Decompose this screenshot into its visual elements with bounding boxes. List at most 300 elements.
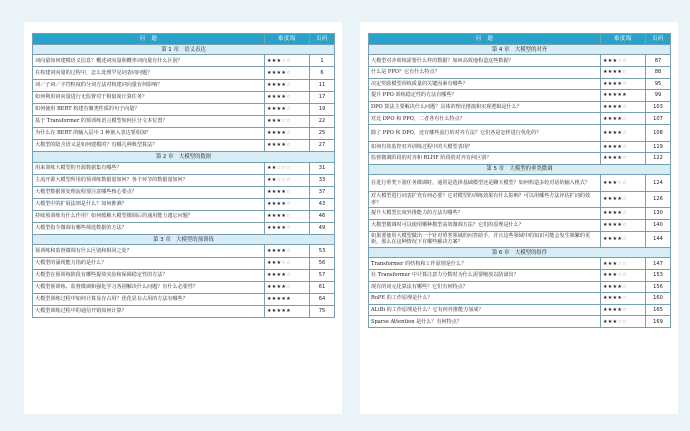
page-number: 147 xyxy=(646,258,671,270)
question-text: 大模型对齐训练需要什么样的数据？如何高效地构造这些数据？ xyxy=(369,55,601,67)
page-number: 103 xyxy=(646,101,671,113)
star-empty-icon: ☆ xyxy=(286,259,291,266)
star-empty-icon: ☆ xyxy=(622,222,627,229)
question-row xyxy=(369,101,671,113)
chapter-row xyxy=(33,235,335,245)
question-row xyxy=(369,90,671,102)
star-filled-icon: ★ xyxy=(607,283,613,290)
star-empty-icon: ☆ xyxy=(622,115,627,122)
star-filled-icon: ★ xyxy=(271,164,277,171)
star-empty-icon: ☆ xyxy=(276,164,282,171)
star-empty-icon: ☆ xyxy=(281,118,287,125)
difficulty-stars xyxy=(265,174,310,186)
star-empty-icon: ☆ xyxy=(286,69,291,76)
star-filled-icon: ★ xyxy=(271,57,277,64)
star-filled-icon: ★ xyxy=(281,247,287,254)
header-question: 问 题 xyxy=(369,34,601,45)
question-row xyxy=(33,115,335,127)
question-row xyxy=(33,210,335,222)
star-empty-icon: ☆ xyxy=(281,259,287,266)
question-row xyxy=(369,124,671,141)
star-filled-icon: ★ xyxy=(281,130,287,137)
star-filled-icon: ★ xyxy=(271,130,277,137)
difficulty-stars xyxy=(265,127,310,139)
star-filled-icon: ★ xyxy=(617,103,623,110)
star-filled-icon: ★ xyxy=(603,318,608,325)
question-text: 大模型在预训练阶段有哪些提效实验和保障稳定性的方法？ xyxy=(33,269,265,281)
page-number: 31 xyxy=(310,162,335,174)
question-text: 决定奖励模型训练质量的关键因素有哪些？ xyxy=(369,78,601,90)
star-empty-icon: ☆ xyxy=(622,283,627,290)
question-text: DPO 算法主要解决什么问题？具体的理论推演和实现逻辑是什么？ xyxy=(369,101,601,113)
difficulty-stars xyxy=(601,113,646,125)
difficulty-stars xyxy=(265,210,310,222)
star-empty-icon: ☆ xyxy=(617,179,623,186)
star-filled-icon: ★ xyxy=(612,272,618,279)
star-filled-icon: ★ xyxy=(267,57,272,64)
star-filled-icon: ★ xyxy=(612,103,618,110)
star-filled-icon: ★ xyxy=(281,69,287,76)
star-empty-icon: ☆ xyxy=(286,106,291,113)
question-text: 提升大模型长度外推能力的方法有哪些？ xyxy=(369,208,601,220)
page-number: 140 xyxy=(646,219,671,231)
star-filled-icon: ★ xyxy=(603,210,608,217)
star-filled-icon: ★ xyxy=(276,213,282,220)
star-filled-icon: ★ xyxy=(607,260,613,267)
star-empty-icon: ☆ xyxy=(286,284,291,291)
page-number: 169 xyxy=(646,316,671,328)
star-filled-icon: ★ xyxy=(281,225,287,232)
chapter-title: 第 1 章 语义表达 xyxy=(33,45,335,55)
page-number: 130 xyxy=(646,208,671,220)
question-row xyxy=(369,66,671,78)
star-filled-icon: ★ xyxy=(607,210,613,217)
star-filled-icon: ★ xyxy=(276,142,282,149)
question-text: 大模型微调时可以使用哪种模型高效微调方法？它们的原理是什么？ xyxy=(369,219,601,231)
star-filled-icon: ★ xyxy=(281,284,287,291)
question-row xyxy=(369,304,671,316)
star-filled-icon: ★ xyxy=(267,225,272,232)
star-filled-icon: ★ xyxy=(276,57,282,64)
star-filled-icon: ★ xyxy=(607,196,613,203)
star-filled-icon: ★ xyxy=(271,69,277,76)
star-filled-icon: ★ xyxy=(607,318,613,325)
star-filled-icon: ★ xyxy=(271,247,277,254)
star-filled-icon: ★ xyxy=(267,247,272,254)
star-filled-icon: ★ xyxy=(607,179,613,186)
difficulty-stars xyxy=(601,219,646,231)
question-text: ALiBi 的工作原理是什么？它有何外推能力加成？ xyxy=(369,304,601,316)
difficulty-stars xyxy=(265,140,310,152)
page-number: 6 xyxy=(310,67,335,79)
star-filled-icon: ★ xyxy=(603,272,608,279)
page-number: 17 xyxy=(310,91,335,103)
header-row xyxy=(369,34,671,45)
star-filled-icon: ★ xyxy=(603,307,608,313)
question-row xyxy=(369,141,671,153)
star-filled-icon: ★ xyxy=(603,196,608,203)
question-text: 预训练和监督微调有什么区别和相同之处？ xyxy=(33,245,265,257)
question-text: 大模型的隐含语义是如何建模的？有哪几种典型算法？ xyxy=(33,140,265,152)
page-number: 1 xyxy=(310,55,335,67)
question-row xyxy=(33,55,335,67)
question-row xyxy=(33,140,335,152)
star-filled-icon: ★ xyxy=(603,129,608,136)
difficulty-stars xyxy=(265,281,310,293)
star-filled-icon: ★ xyxy=(603,260,608,267)
star-filled-icon: ★ xyxy=(276,106,282,113)
question-text: 如何使用 BERT 构建有聚类性质的句子向量？ xyxy=(33,103,265,115)
star-filled-icon: ★ xyxy=(276,296,282,303)
star-filled-icon: ★ xyxy=(267,284,272,291)
star-filled-icon: ★ xyxy=(612,196,618,203)
star-filled-icon: ★ xyxy=(603,283,608,290)
question-row xyxy=(369,153,671,165)
star-filled-icon: ★ xyxy=(612,318,618,325)
star-filled-icon: ★ xyxy=(612,295,618,302)
page-number: 95 xyxy=(646,78,671,90)
difficulty-stars xyxy=(601,124,646,141)
difficulty-stars xyxy=(601,316,646,328)
star-filled-icon: ★ xyxy=(612,179,618,186)
star-empty-icon: ☆ xyxy=(286,94,291,101)
page-number: 99 xyxy=(646,90,671,102)
star-filled-icon: ★ xyxy=(607,92,613,99)
page-number: 144 xyxy=(646,231,671,248)
difficulty-stars xyxy=(601,90,646,102)
star-filled-icon: ★ xyxy=(617,222,623,229)
star-empty-icon: ☆ xyxy=(622,236,627,243)
question-text: 如何利用词向量进行无监督对于相似度计算任务？ xyxy=(33,91,265,103)
star-filled-icon: ★ xyxy=(603,80,608,87)
star-filled-icon: ★ xyxy=(267,94,272,101)
star-filled-icon: ★ xyxy=(267,142,272,149)
star-filled-icon: ★ xyxy=(271,259,277,266)
page-number: 107 xyxy=(646,113,671,125)
difficulty-stars xyxy=(265,257,310,269)
difficulty-stars xyxy=(601,101,646,113)
star-empty-icon: ☆ xyxy=(286,225,291,232)
star-filled-icon: ★ xyxy=(276,259,282,266)
star-empty-icon: ☆ xyxy=(281,164,287,171)
page-number: 126 xyxy=(646,191,671,208)
question-row xyxy=(369,219,671,231)
question-row xyxy=(33,127,335,139)
star-filled-icon: ★ xyxy=(622,92,627,99)
question-text: 大模型预训练、监督微调和强化学习各别解决什么问题？有什么必要性？ xyxy=(33,281,265,293)
question-row xyxy=(369,293,671,305)
star-filled-icon: ★ xyxy=(276,189,282,196)
question-text: 主流开源大模型所用的预训练数据量如何？各个环节的数据量如何？ xyxy=(33,174,265,186)
question-row xyxy=(369,231,671,248)
question-text: 大模型训练过程中如何计算显存占用？优化显存占用的方法有哪些？ xyxy=(33,293,265,305)
toc-table-right xyxy=(368,33,671,328)
star-filled-icon: ★ xyxy=(617,307,623,313)
question-row xyxy=(33,281,335,293)
star-filled-icon: ★ xyxy=(271,142,277,149)
star-filled-icon: ★ xyxy=(271,177,277,184)
header-question: 问 题 xyxy=(33,34,265,45)
star-empty-icon: ☆ xyxy=(622,129,627,136)
star-filled-icon: ★ xyxy=(612,80,618,87)
header-page: 页码 xyxy=(646,34,671,45)
star-filled-icon: ★ xyxy=(286,308,291,315)
star-filled-icon: ★ xyxy=(281,142,287,149)
question-text: 对比 DPO 和 PPO，二者各有什么特点？ xyxy=(369,113,601,125)
question-row xyxy=(369,78,671,90)
star-filled-icon: ★ xyxy=(617,92,623,99)
star-empty-icon: ☆ xyxy=(622,103,627,110)
star-filled-icon: ★ xyxy=(271,284,277,291)
question-text: 在进行垂类下游任务微调时，通常是选择基础模型还是聊天模型？如何构造多轮对话的输入格式？ xyxy=(369,175,601,192)
star-filled-icon: ★ xyxy=(271,308,277,315)
star-filled-icon: ★ xyxy=(607,222,613,229)
star-filled-icon: ★ xyxy=(267,296,272,303)
star-filled-icon: ★ xyxy=(607,57,613,64)
difficulty-stars xyxy=(601,153,646,165)
star-filled-icon: ★ xyxy=(271,213,277,220)
star-filled-icon: ★ xyxy=(276,225,282,232)
page-number: 88 xyxy=(646,66,671,78)
page-number: 33 xyxy=(310,174,335,186)
star-empty-icon: ☆ xyxy=(617,260,623,267)
star-empty-icon: ☆ xyxy=(622,80,627,87)
star-empty-icon: ☆ xyxy=(622,155,627,162)
star-empty-icon: ☆ xyxy=(286,177,291,184)
star-filled-icon: ★ xyxy=(603,236,608,243)
difficulty-stars xyxy=(265,223,310,235)
difficulty-stars xyxy=(265,67,310,79)
difficulty-stars xyxy=(265,91,310,103)
question-row xyxy=(33,186,335,198)
star-filled-icon: ★ xyxy=(607,143,613,150)
star-empty-icon: ☆ xyxy=(276,177,282,184)
difficulty-stars xyxy=(265,305,310,317)
question-text: 监督微调阶段的对齐和 RLHF 阶段的对齐有何区别？ xyxy=(369,153,601,165)
page-number: 61 xyxy=(310,281,335,293)
star-filled-icon: ★ xyxy=(617,80,623,87)
difficulty-stars xyxy=(265,115,310,127)
chapter-row xyxy=(33,152,335,162)
star-empty-icon: ☆ xyxy=(286,81,291,88)
star-filled-icon: ★ xyxy=(271,81,277,88)
chapter-row xyxy=(369,164,671,174)
star-empty-icon: ☆ xyxy=(622,210,627,217)
star-empty-icon: ☆ xyxy=(286,164,291,171)
question-text: 如何有效监控对齐训练过程中的大模型表现？ xyxy=(369,141,601,153)
star-filled-icon: ★ xyxy=(612,260,618,267)
star-filled-icon: ★ xyxy=(603,69,608,76)
difficulty-stars xyxy=(265,79,310,91)
page-number: 124 xyxy=(646,175,671,192)
star-empty-icon: ☆ xyxy=(622,318,627,325)
difficulty-stars xyxy=(601,191,646,208)
star-filled-icon: ★ xyxy=(603,295,608,302)
star-filled-icon: ★ xyxy=(271,189,277,196)
star-filled-icon: ★ xyxy=(612,115,618,122)
question-text: 大模型指令微调有哪些筛选数据的方法？ xyxy=(33,223,265,235)
star-filled-icon: ★ xyxy=(607,80,613,87)
question-row xyxy=(33,174,335,186)
star-filled-icon: ★ xyxy=(276,130,282,137)
star-filled-icon: ★ xyxy=(276,201,282,208)
difficulty-stars xyxy=(601,270,646,282)
star-filled-icon: ★ xyxy=(271,201,277,208)
star-filled-icon: ★ xyxy=(281,296,287,303)
chapter-title: 第 5 章 大模型的垂类微调 xyxy=(369,164,671,174)
chapter-title: 第 3 章 大模型的预训练 xyxy=(33,235,335,245)
star-empty-icon: ☆ xyxy=(622,57,627,64)
page-number: 19 xyxy=(310,103,335,115)
question-text: Sparse Attention 是什么？有何特点？ xyxy=(369,316,601,328)
star-empty-icon: ☆ xyxy=(281,177,287,184)
difficulty-stars xyxy=(601,141,646,153)
star-filled-icon: ★ xyxy=(276,81,282,88)
star-filled-icon: ★ xyxy=(276,284,282,291)
question-text: 现有的词元化算法有哪些？它们有何特点？ xyxy=(369,281,601,293)
page-number: 156 xyxy=(646,281,671,293)
star-filled-icon: ★ xyxy=(276,118,282,125)
star-filled-icon: ★ xyxy=(617,236,623,243)
difficulty-stars xyxy=(601,175,646,192)
page-number: 64 xyxy=(310,293,335,305)
header-row xyxy=(33,34,335,45)
star-filled-icon: ★ xyxy=(607,129,613,136)
question-text: 词向量如何建模语义信息？概述词向量和概率词向量有什么区别？ xyxy=(33,55,265,67)
question-row xyxy=(33,103,335,115)
star-filled-icon: ★ xyxy=(617,143,623,150)
star-empty-icon: ☆ xyxy=(622,196,627,203)
chapter-title: 第 4 章 大模型的对齐 xyxy=(369,45,671,55)
star-filled-icon: ★ xyxy=(617,69,623,76)
difficulty-stars xyxy=(265,245,310,257)
page-number: 11 xyxy=(310,79,335,91)
question-row xyxy=(369,316,671,328)
star-empty-icon: ☆ xyxy=(286,57,291,64)
star-empty-icon: ☆ xyxy=(286,247,291,254)
star-filled-icon: ★ xyxy=(612,92,618,99)
question-row xyxy=(369,281,671,293)
star-filled-icon: ★ xyxy=(276,247,282,254)
star-filled-icon: ★ xyxy=(267,201,272,208)
question-row xyxy=(33,245,335,257)
page-number: 122 xyxy=(646,153,671,165)
star-filled-icon: ★ xyxy=(612,57,618,64)
star-filled-icon: ★ xyxy=(617,210,623,217)
question-text: 如果要使用大模型做出一个针对垂类领域的问答助手，并且这些领域中的知识可能会发生频繁的更新，那么在这种情况下有哪些解决方案？ xyxy=(369,231,601,248)
question-row xyxy=(33,67,335,79)
question-text: 大模型的涌现能力指的是什么？ xyxy=(33,257,265,269)
star-filled-icon: ★ xyxy=(603,115,608,122)
page-number: 53 xyxy=(310,245,335,257)
difficulty-stars xyxy=(265,186,310,198)
header-page: 页码 xyxy=(310,34,335,45)
page-number: 165 xyxy=(646,304,671,316)
chapter-title: 第 6 章 大模型的组件 xyxy=(369,248,671,258)
star-filled-icon: ★ xyxy=(612,222,618,229)
question-text: 用来训练大模型的开源数据集有哪些？ xyxy=(33,162,265,174)
question-row xyxy=(33,305,335,317)
star-filled-icon: ★ xyxy=(276,308,282,315)
difficulty-stars xyxy=(265,293,310,305)
star-empty-icon: ☆ xyxy=(622,143,627,150)
star-filled-icon: ★ xyxy=(612,69,618,76)
question-row xyxy=(369,175,671,192)
page-number: 43 xyxy=(310,198,335,210)
star-filled-icon: ★ xyxy=(267,106,272,113)
chapter-row xyxy=(369,45,671,55)
difficulty-stars xyxy=(601,66,646,78)
difficulty-stars xyxy=(601,293,646,305)
page-number: 75 xyxy=(310,305,335,317)
question-text: RoPE 的工作原理是什么？ xyxy=(369,293,601,305)
star-filled-icon: ★ xyxy=(607,115,613,122)
star-filled-icon: ★ xyxy=(617,129,623,136)
star-empty-icon: ☆ xyxy=(281,57,287,64)
question-row xyxy=(33,257,335,269)
page-number: 37 xyxy=(310,186,335,198)
star-filled-icon: ★ xyxy=(267,130,272,137)
question-text: 基于 Transformer 的预训练语言模型如何区分文本位置？ xyxy=(33,115,265,127)
page-number: 87 xyxy=(646,55,671,67)
question-text: 大模型数据预处理流程要注意哪些核心要点？ xyxy=(33,186,265,198)
star-empty-icon: ☆ xyxy=(622,179,627,186)
star-filled-icon: ★ xyxy=(281,94,287,101)
question-text: 对大模型进行词表扩充有何必要？它对模型的训练效果有什么影响？可以用哪些方法评估扩词的效率？ xyxy=(369,191,601,208)
star-filled-icon: ★ xyxy=(617,155,623,162)
star-empty-icon: ☆ xyxy=(286,213,291,220)
star-filled-icon: ★ xyxy=(607,69,613,76)
star-filled-icon: ★ xyxy=(271,272,277,279)
star-filled-icon: ★ xyxy=(612,155,618,162)
star-filled-icon: ★ xyxy=(617,283,623,290)
header-difficulty: 难度级 xyxy=(601,34,646,45)
star-filled-icon: ★ xyxy=(603,103,608,110)
star-empty-icon: ☆ xyxy=(622,260,627,267)
star-filled-icon: ★ xyxy=(607,155,613,162)
star-filled-icon: ★ xyxy=(612,129,618,136)
star-filled-icon: ★ xyxy=(267,177,272,184)
star-filled-icon: ★ xyxy=(271,296,277,303)
star-filled-icon: ★ xyxy=(276,272,282,279)
star-filled-icon: ★ xyxy=(607,272,613,279)
star-empty-icon: ☆ xyxy=(617,318,623,325)
star-filled-icon: ★ xyxy=(617,115,623,122)
star-filled-icon: ★ xyxy=(607,307,613,313)
page-number: 22 xyxy=(310,115,335,127)
star-filled-icon: ★ xyxy=(603,179,608,186)
star-empty-icon: ☆ xyxy=(617,272,623,279)
star-filled-icon: ★ xyxy=(617,295,623,302)
question-row xyxy=(369,55,671,67)
star-filled-icon: ★ xyxy=(271,225,277,232)
question-text: 在构建词向量的过程中，怎么处理罕见词表词问题？ xyxy=(33,67,265,79)
star-filled-icon: ★ xyxy=(276,94,282,101)
chapter-row xyxy=(33,45,335,55)
question-text: 持续预训练有什么作用？如何缓解大模型微调后的通用能力遗忘问题？ xyxy=(33,210,265,222)
difficulty-stars xyxy=(601,78,646,90)
question-row xyxy=(369,270,671,282)
page-number: 108 xyxy=(646,124,671,141)
question-text: 在 Transformer 中计算注意力分数时为什么需要缩放以防溢出？ xyxy=(369,270,601,282)
question-row xyxy=(33,223,335,235)
page-number: 153 xyxy=(646,270,671,282)
star-filled-icon: ★ xyxy=(281,201,287,208)
difficulty-stars xyxy=(601,258,646,270)
question-row xyxy=(369,191,671,208)
star-filled-icon: ★ xyxy=(603,57,608,64)
page-number: 27 xyxy=(310,140,335,152)
